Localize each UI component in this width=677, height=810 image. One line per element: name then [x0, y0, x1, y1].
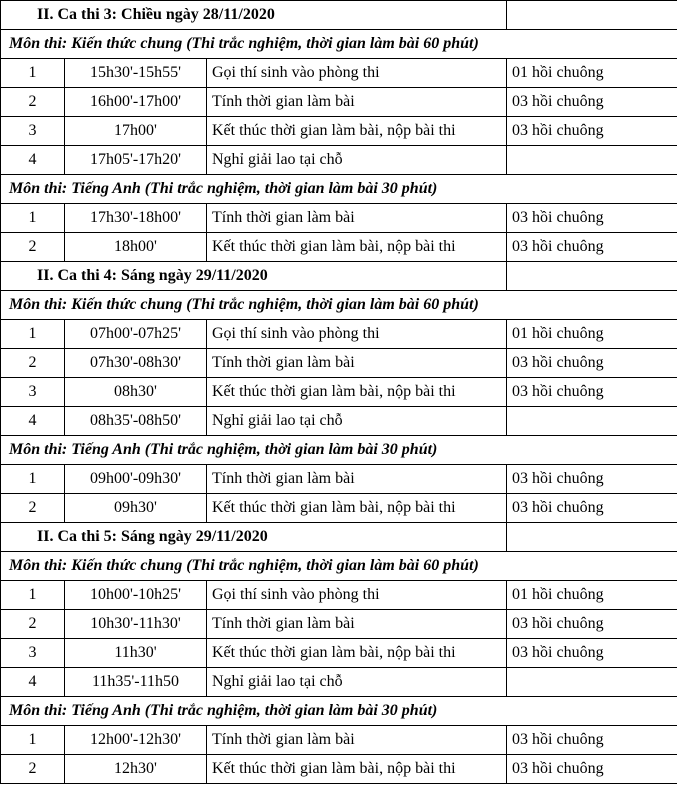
- schedule-row: [1, 726, 677, 755]
- row-number: 2: [1, 610, 65, 639]
- subject-header-row: [1, 30, 677, 59]
- row-signal: 03 hồi chuông: [507, 117, 677, 146]
- schedule-row: [1, 88, 677, 117]
- row-number: 2: [1, 233, 65, 262]
- row-number: 2: [1, 494, 65, 523]
- row-number: 1: [1, 465, 65, 494]
- subject-header-row: [1, 697, 677, 726]
- subject-title: Môn thi: Kiến thức chung (Thi trắc nghiệm, thời gian làm bài 60 phút): [1, 552, 677, 581]
- row-signal: 01 hồi chuông: [507, 581, 677, 610]
- subject-title: Môn thi: Tiếng Anh (Thi trắc nghiệm, thời gian làm bài 30 phút): [1, 697, 677, 726]
- subject-title: Môn thi: Tiếng Anh (Thi trắc nghiệm, thời gian làm bài 30 phút): [1, 175, 677, 204]
- session-title: II. Ca thi 5: Sáng ngày 29/11/2020: [1, 523, 507, 552]
- row-activity: Kết thúc thời gian làm bài, nộp bài thi: [207, 639, 507, 668]
- schedule-row: [1, 146, 677, 175]
- row-time: 17h30'-18h00': [65, 204, 207, 233]
- row-number: 1: [1, 204, 65, 233]
- schedule-row: [1, 581, 677, 610]
- schedule-row: [1, 407, 677, 436]
- schedule-row: [1, 465, 677, 494]
- row-signal: 01 hồi chuông: [507, 59, 677, 88]
- row-signal: [507, 407, 677, 436]
- row-number: 4: [1, 668, 65, 697]
- row-activity: Kết thúc thời gian làm bài, nộp bài thi: [207, 755, 507, 784]
- row-number: 4: [1, 146, 65, 175]
- row-signal: 03 hồi chuông: [507, 639, 677, 668]
- row-time: 12h30': [65, 755, 207, 784]
- schedule-row: [1, 755, 677, 784]
- schedule-row: [1, 204, 677, 233]
- subject-title: Môn thi: Tiếng Anh (Thi trắc nghiệm, thời gian làm bài 30 phút): [1, 436, 677, 465]
- row-time: 07h00'-07h25': [65, 320, 207, 349]
- row-signal: 03 hồi chuông: [507, 349, 677, 378]
- schedule-row: [1, 59, 677, 88]
- row-activity: Nghỉ giải lao tại chỗ: [207, 407, 507, 436]
- row-signal: 03 hồi chuông: [507, 204, 677, 233]
- row-activity: Kết thúc thời gian làm bài, nộp bài thi: [207, 378, 507, 407]
- row-time: 11h30': [65, 639, 207, 668]
- row-activity: Tính thời gian làm bài: [207, 610, 507, 639]
- row-signal: 01 hồi chuông: [507, 320, 677, 349]
- session-title: II. Ca thi 3: Chiều ngày 28/11/2020: [1, 1, 507, 30]
- session-empty-cell: [507, 1, 677, 30]
- row-signal: [507, 668, 677, 697]
- row-time: 08h35'-08h50': [65, 407, 207, 436]
- row-number: 3: [1, 378, 65, 407]
- row-number: 1: [1, 726, 65, 755]
- row-number: 1: [1, 320, 65, 349]
- row-time: 07h30'-08h30': [65, 349, 207, 378]
- row-activity: Nghỉ giải lao tại chỗ: [207, 668, 507, 697]
- schedule-row: [1, 494, 677, 523]
- session-header-row: [1, 262, 677, 291]
- subject-title: Môn thi: Kiến thức chung (Thi trắc nghiệm, thời gian làm bài 60 phút): [1, 30, 677, 59]
- row-signal: 03 hồi chuông: [507, 726, 677, 755]
- schedule-row: [1, 668, 677, 697]
- subject-header-row: [1, 436, 677, 465]
- row-activity: Tính thời gian làm bài: [207, 349, 507, 378]
- subject-header-row: [1, 552, 677, 581]
- row-time: 10h30'-11h30': [65, 610, 207, 639]
- subject-header-row: [1, 291, 677, 320]
- row-time: 09h00'-09h30': [65, 465, 207, 494]
- row-signal: 03 hồi chuông: [507, 465, 677, 494]
- row-activity: Gọi thí sinh vào phòng thi: [207, 320, 507, 349]
- row-time: 16h00'-17h00': [65, 88, 207, 117]
- row-activity: Tính thời gian làm bài: [207, 726, 507, 755]
- row-number: 2: [1, 755, 65, 784]
- session-header-row: [1, 1, 677, 30]
- row-time: 15h30'-15h55': [65, 59, 207, 88]
- row-number: 3: [1, 117, 65, 146]
- row-signal: 03 hồi chuông: [507, 233, 677, 262]
- row-signal: 03 hồi chuông: [507, 88, 677, 117]
- row-activity: Gọi thí sinh vào phòng thi: [207, 59, 507, 88]
- row-time: 17h05'-17h20': [65, 146, 207, 175]
- schedule-row: [1, 117, 677, 146]
- session-empty-cell: [507, 523, 677, 552]
- row-activity: Nghỉ giải lao tại chỗ: [207, 146, 507, 175]
- row-number: 2: [1, 349, 65, 378]
- row-number: 1: [1, 59, 65, 88]
- row-time: 09h30': [65, 494, 207, 523]
- subject-title: Môn thi: Kiến thức chung (Thi trắc nghiệm, thời gian làm bài 60 phút): [1, 291, 677, 320]
- row-activity: Kết thúc thời gian làm bài, nộp bài thi: [207, 233, 507, 262]
- schedule-row: [1, 639, 677, 668]
- row-signal: [507, 146, 677, 175]
- row-signal: 03 hồi chuông: [507, 378, 677, 407]
- row-activity: Kết thúc thời gian làm bài, nộp bài thi: [207, 117, 507, 146]
- row-number: 2: [1, 88, 65, 117]
- row-time: 10h00'-10h25': [65, 581, 207, 610]
- subject-header-row: [1, 175, 677, 204]
- row-number: 1: [1, 581, 65, 610]
- row-time: 18h00': [65, 233, 207, 262]
- exam-schedule-body: [1, 1, 677, 784]
- schedule-row: [1, 320, 677, 349]
- row-activity: Tính thời gian làm bài: [207, 88, 507, 117]
- row-time: 17h00': [65, 117, 207, 146]
- row-number: 4: [1, 407, 65, 436]
- row-time: 08h30': [65, 378, 207, 407]
- row-signal: 03 hồi chuông: [507, 755, 677, 784]
- row-time: 11h35'-11h50: [65, 668, 207, 697]
- row-number: 3: [1, 639, 65, 668]
- schedule-row: [1, 349, 677, 378]
- row-signal: 03 hồi chuông: [507, 610, 677, 639]
- row-time: 12h00'-12h30': [65, 726, 207, 755]
- row-activity: Tính thời gian làm bài: [207, 465, 507, 494]
- session-empty-cell: [507, 262, 677, 291]
- row-activity: Gọi thí sinh vào phòng thi: [207, 581, 507, 610]
- schedule-row: [1, 233, 677, 262]
- session-title: II. Ca thi 4: Sáng ngày 29/11/2020: [1, 262, 507, 291]
- row-activity: Kết thúc thời gian làm bài, nộp bài thi: [207, 494, 507, 523]
- schedule-row: [1, 610, 677, 639]
- session-header-row: [1, 523, 677, 552]
- schedule-row: [1, 378, 677, 407]
- row-signal: 03 hồi chuông: [507, 494, 677, 523]
- row-activity: Tính thời gian làm bài: [207, 204, 507, 233]
